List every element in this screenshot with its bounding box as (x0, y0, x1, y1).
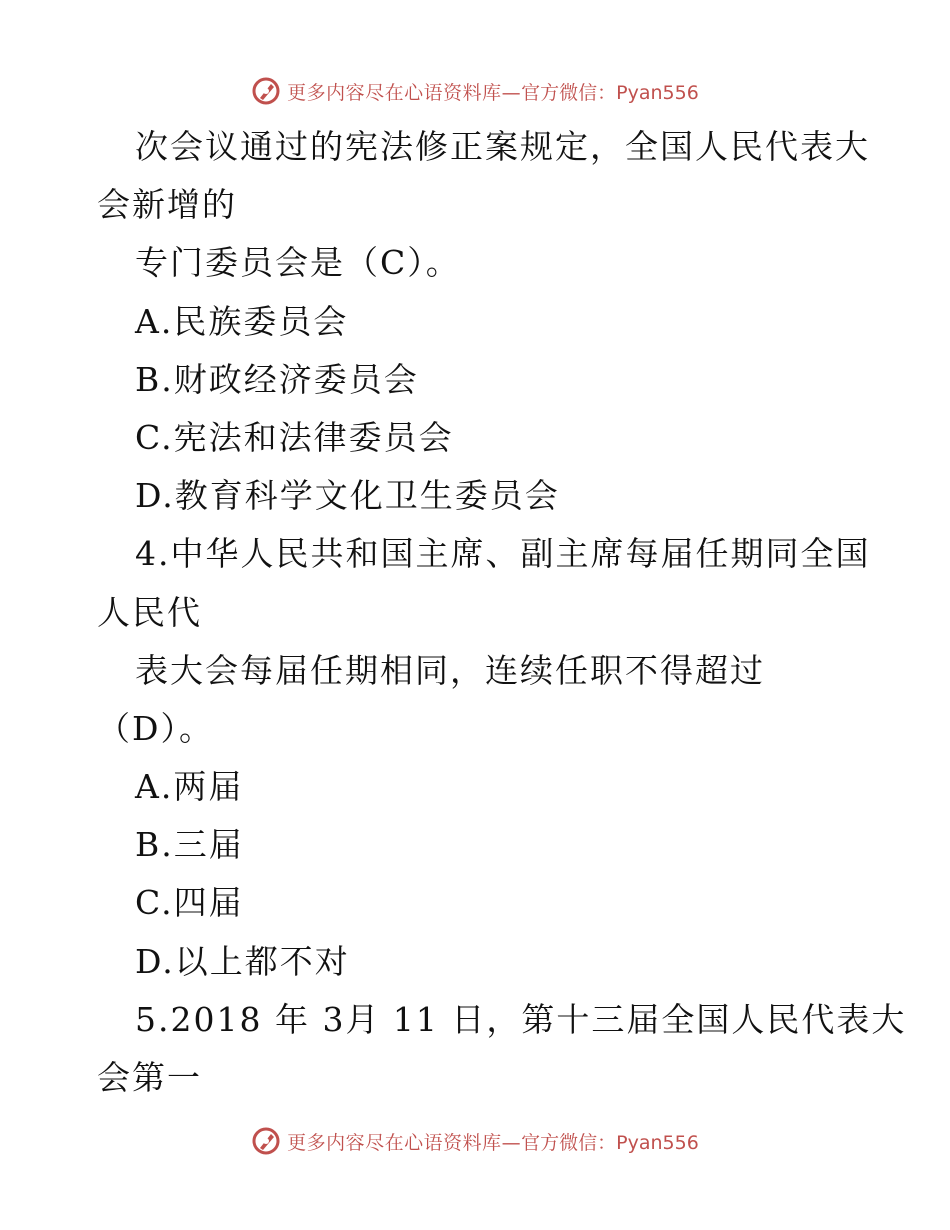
text-line: 5.2018 年 3月 11 日，第十三届全国人民代表大 (135, 999, 907, 1039)
document-body (97, 118, 907, 1107)
text-line: D.以上都不对 (135, 941, 350, 981)
text-line: B.三届 (135, 825, 244, 865)
text-line: （D）。 (97, 708, 214, 748)
footer-banner (0, 1121, 950, 1161)
header-banner (0, 71, 950, 111)
text-line: B.财政经济委员会 (135, 359, 419, 399)
text-line: 会新增的 (97, 185, 237, 225)
text-line: 专门委员会是（C）。 (135, 243, 461, 283)
text-line: 次会议通过的宪法修正案规定，全国人民代表大 (135, 127, 870, 166)
text-line: A.两届 (135, 767, 244, 807)
text-line: 4.中华人民共和国主席、副主席每届任期同全国 (135, 534, 871, 574)
text-line: D.教育科学文化卫生委员会 (135, 476, 560, 516)
footer-wechat: 官方微信：Pyan556 (521, 1131, 699, 1154)
text-line: 表大会每届任期相同，连续任职不得超过 (135, 650, 765, 690)
header-wechat: 官方微信：Pyan556 (521, 81, 699, 104)
header-text: 更多内容尽在心语资料库— (287, 81, 522, 104)
pen-logo-icon (251, 76, 281, 106)
text-line: 人民代 (97, 592, 202, 632)
text-line: 会第一 (97, 1058, 202, 1097)
pen-logo-icon (251, 1126, 281, 1156)
footer-text: 更多内容尽在心语资料库— (287, 1131, 522, 1154)
text-line: A.民族委员会 (135, 301, 349, 341)
text-line: C.四届 (135, 883, 244, 923)
text-line: C.宪法和法律委员会 (135, 417, 454, 457)
